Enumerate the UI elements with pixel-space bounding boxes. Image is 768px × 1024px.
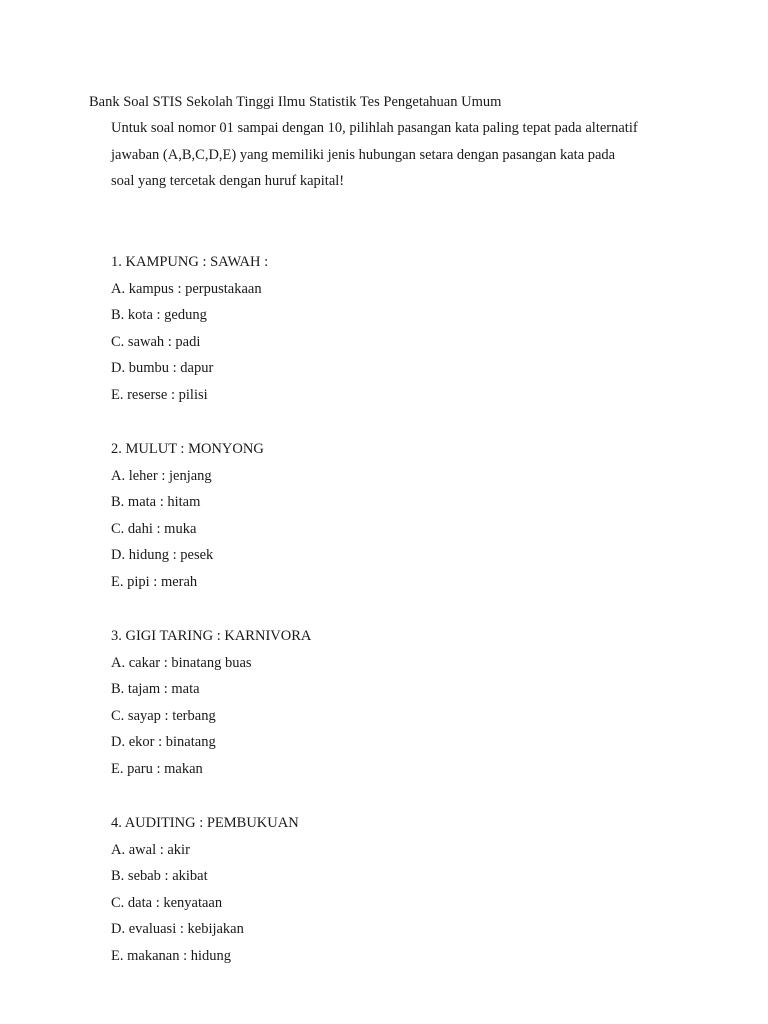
answer-option: C. data : kenyataan [111, 894, 223, 911]
answer-option: B. sebab : akibat [111, 868, 208, 885]
question-1 [111, 252, 671, 412]
question-4 [111, 813, 671, 973]
answer-option: E. reserse : pilisi [111, 386, 208, 403]
question-stem: 1. KAMPUNG : SAWAH : [111, 254, 269, 270]
question-stem: 3. GIGI TARING : KARNIVORA [111, 628, 312, 644]
answer-option: A. leher : jenjang [111, 467, 212, 484]
answer-option: A. kampus : perpustakaan [111, 280, 262, 297]
answer-option: B. tajam : mata [111, 681, 200, 698]
answer-option: B. mata : hitam [111, 494, 201, 511]
answer-option: A. awal : akir [111, 841, 190, 858]
answer-option: E. paru : makan [111, 760, 203, 777]
document-title: Bank Soal STIS Sekolah Tinggi Ilmu Statistik Tes Pengetahuan Umum [89, 94, 502, 110]
instructions-line: soal yang tercetak dengan huruf kapital! [111, 173, 345, 189]
answer-option: D. hidung : pesek [111, 547, 214, 564]
answer-option: D. ekor : binatang [111, 734, 216, 751]
answer-option: C. sawah : padi [111, 333, 201, 350]
answer-option: A. cakar : binatang buas [111, 654, 252, 671]
question-stem: 4. AUDITING : PEMBUKUAN [111, 815, 299, 831]
instructions-line: jawaban (A,B,C,D,E) yang memiliki jenis hubungan setara dengan pasangan kata pada [111, 146, 616, 163]
answer-option: B. kota : gedung [111, 307, 207, 324]
question-2 [111, 439, 671, 599]
question-stem: 2. MULUT : MONYONG [111, 441, 264, 457]
answer-option: D. evaluasi : kebijakan [111, 921, 244, 938]
answer-option: E. makanan : hidung [111, 947, 232, 964]
instructions-paragraph [111, 118, 711, 198]
instructions-line: Untuk soal nomor 01 sampai dengan 10, pilihlah pasangan kata paling tepat pada alternatif [111, 120, 638, 136]
answer-option: E. pipi : merah [111, 573, 198, 590]
answer-option: D. bumbu : dapur [111, 360, 214, 377]
question-3 [111, 626, 671, 786]
answer-option: C. dahi : muka [111, 520, 197, 537]
answer-option: C. sayap : terbang [111, 707, 216, 724]
